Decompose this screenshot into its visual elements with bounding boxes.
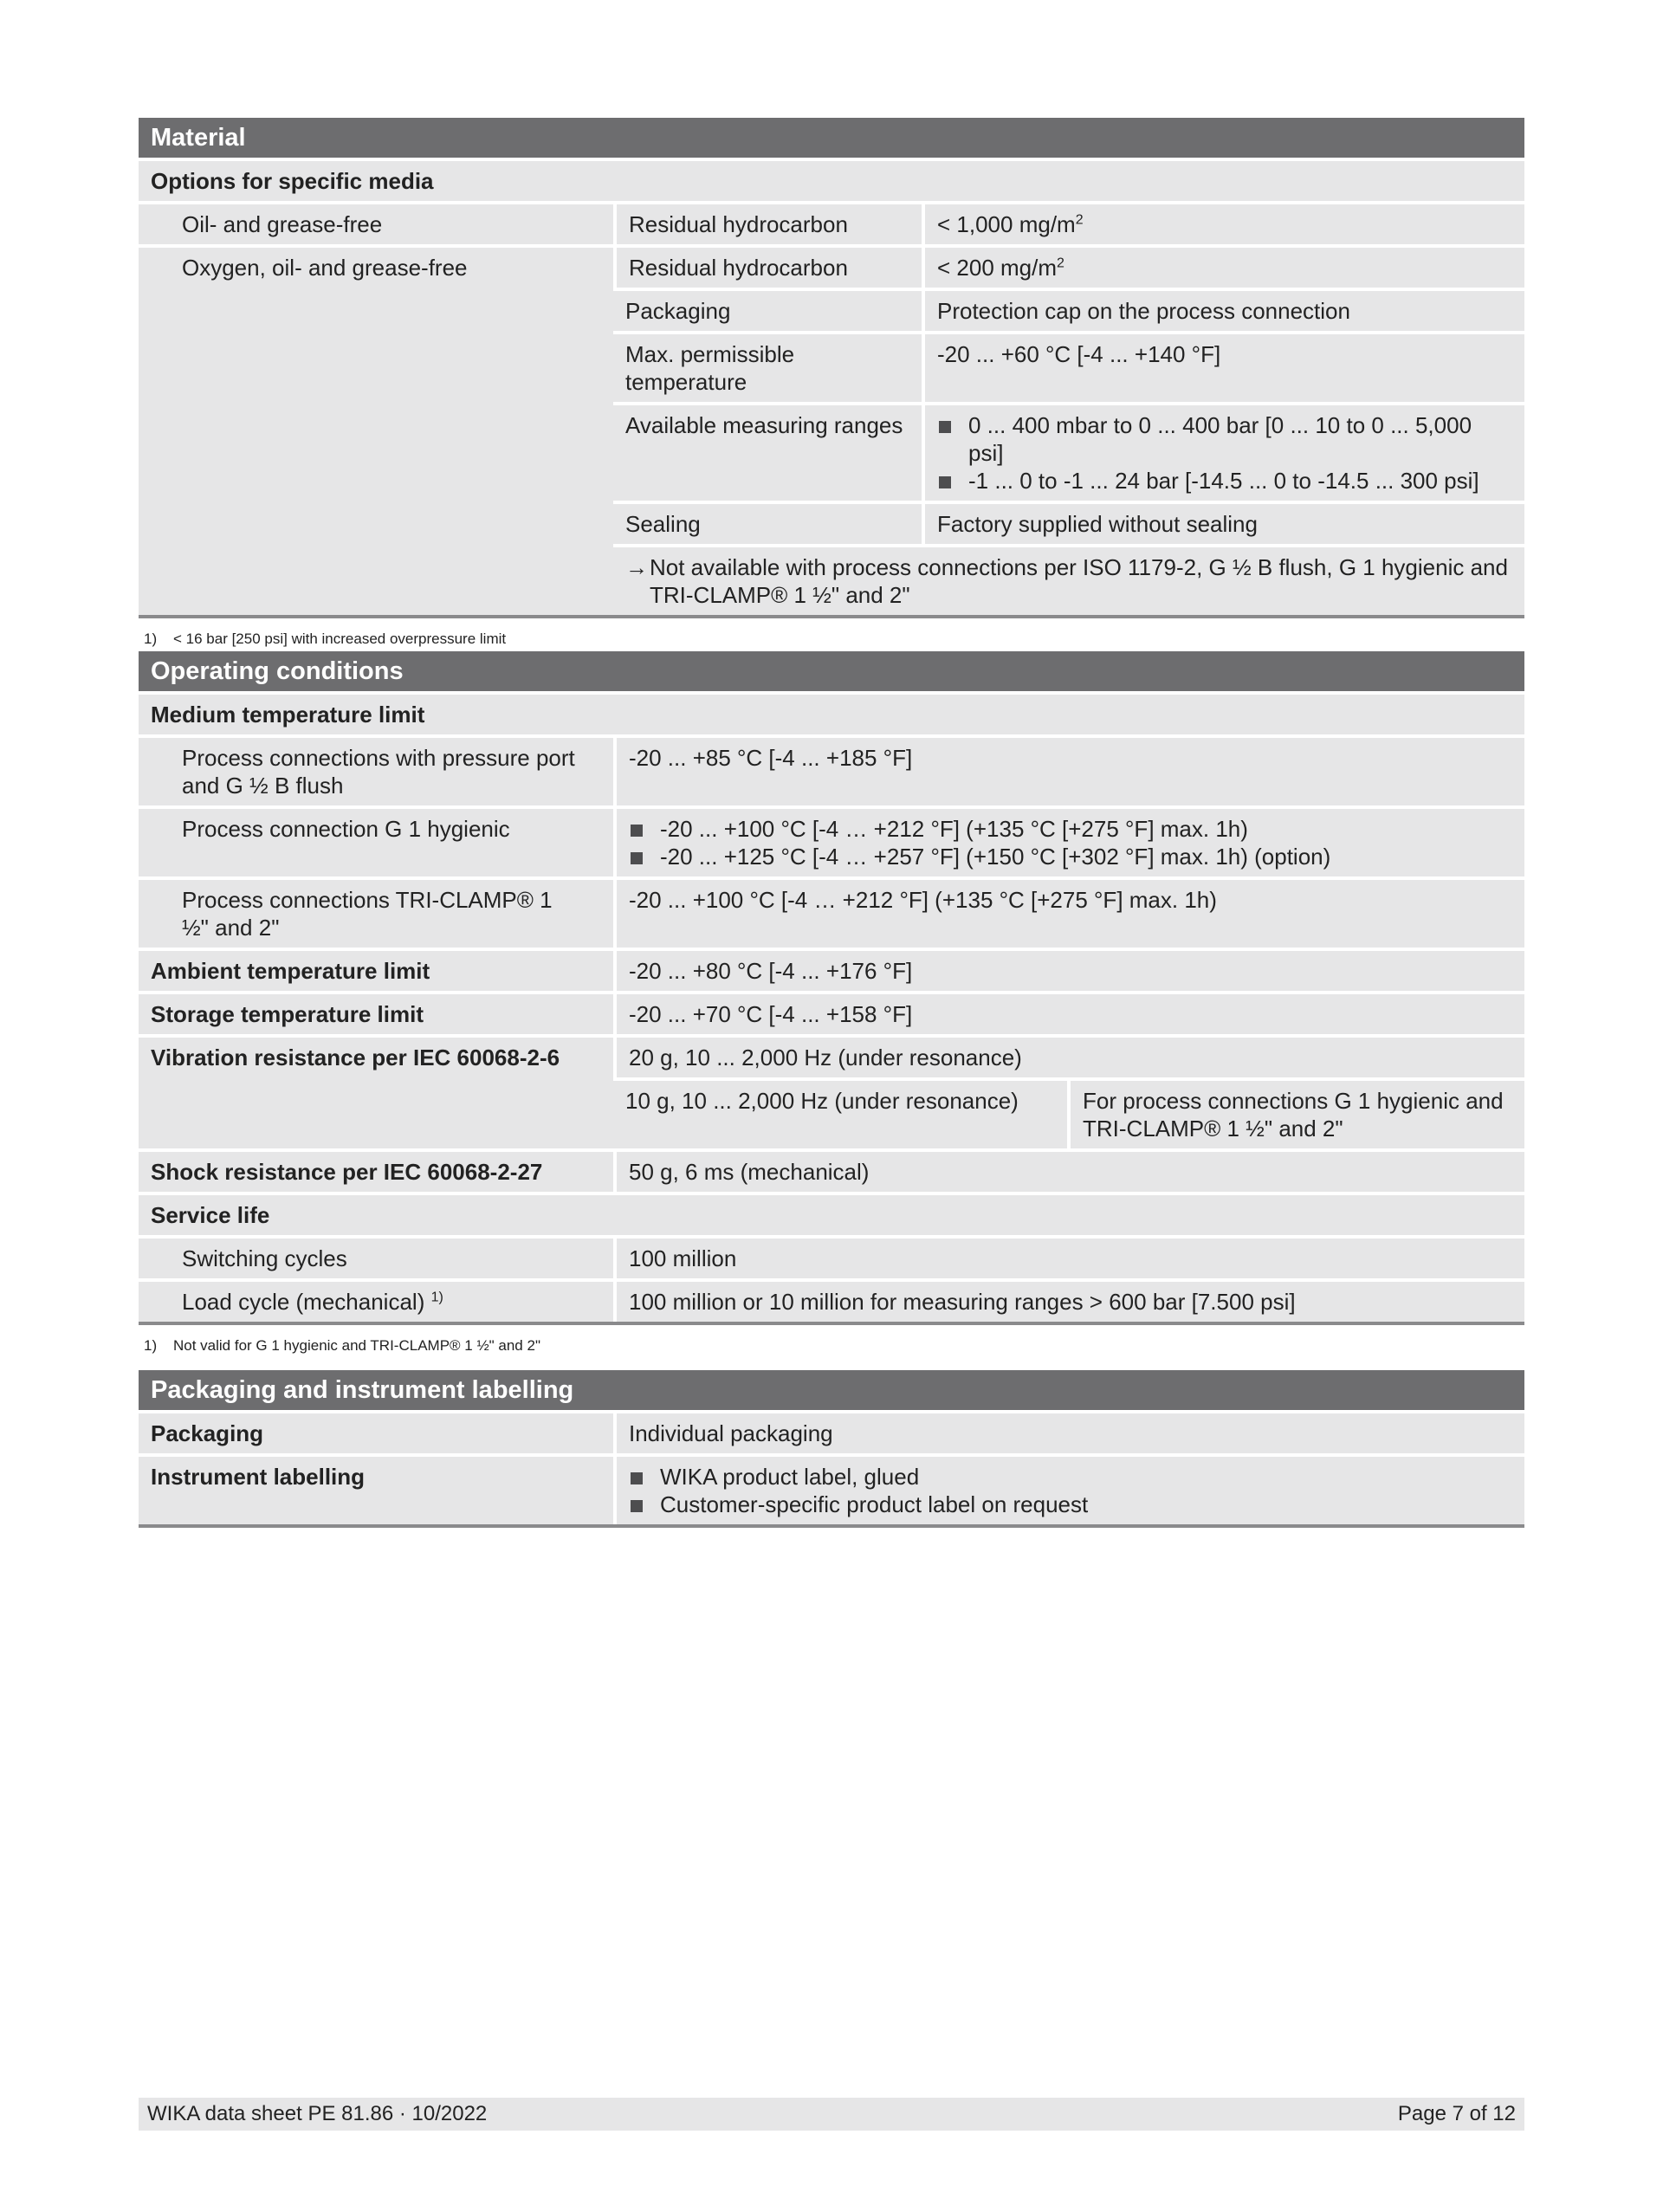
table-row [139,951,1524,991]
table-row [139,695,1524,734]
row-label: Oil- and grease-free [139,204,613,244]
row-value: -20 ... +80 °C [-4 ... +176 °F] [613,951,1524,991]
table-row [139,809,1524,876]
data-sheet-reference: WIKA data sheet PE 81.86 · 10/2022 [147,2102,488,2125]
table-row [139,994,1524,1034]
table-bottom-rule [139,1322,1524,1325]
table-row [139,1195,1524,1235]
row-label: Oxygen, oil- and grease-free [139,248,613,615]
row-value [613,809,1524,876]
table-row [139,738,1524,805]
table-row [139,1457,1524,1524]
row-value: -20 ... +100 °C [-4 … +212 °F] (+135 °C [+275 °F] max. 1h) [613,880,1524,948]
row-value: 100 million or 10 million for measuring ranges > 600 bar [7.500 psi] [613,1282,1524,1322]
row-value [922,405,1524,501]
row-label: Storage temperature limit [139,994,613,1034]
table-row [139,1239,1524,1278]
table-bottom-rule [139,1524,1524,1528]
row-value: -20 ... +70 °C [-4 ... +158 °F] [613,994,1524,1034]
row-value: 20 g, 10 ... 2,000 Hz (under resonance) [613,1038,1524,1077]
row-value: < 200 $mg/m^2$ [922,248,1524,288]
row-label: Process connections TRI-CLAMP® 1 ½" and 2" [139,880,613,948]
row-label: Vibration resistance per IEC 60068-2-6 [139,1038,613,1148]
row-label: Shock resistance per IEC 60068-2-27 [139,1152,613,1192]
row-label: Process connection G 1 hygienic [139,809,613,876]
row-note: For process connections G 1 hygienic and TRI-CLAMP® 1 ½" and 2" [1067,1081,1524,1148]
row-key: Residual hydrocarbon [613,248,922,288]
row-key: Available measuring ranges [613,405,922,501]
footnote: 1) < 16 bar [250 psi] with increased overpressure limit [144,631,507,647]
row-value: Factory supplied without sealing [922,504,1524,544]
packaging-table [139,1410,1524,1528]
page-footer [139,2098,1524,2131]
page-number: Page 7 of 12 [1397,2102,1516,2125]
row-label: Packaging [139,1413,613,1453]
operating-table [139,691,1524,1325]
options-title: Options for specific media [139,161,1524,201]
row-label: Process connections with pressure port and G ½ B flush [139,738,613,805]
row-value: Individual packaging [613,1413,1524,1453]
footnote: 1) Not valid for G 1 hygienic and TRI-CLAMP® 1 ½" and 2" [144,1337,540,1354]
list-item: -20 ... +100 °C [-4 … +212 °F] (+135 °C [+275 °F] max. 1h) [629,815,1512,843]
table-row [139,880,1524,948]
list-item: -1 ... 0 to -1 ... 24 bar [-14.5 ... 0 to -14.5 ... 300 psi] [937,467,1512,495]
row-value: 10 g, 10 ... 2,000 Hz (under resonance) [613,1081,1067,1148]
table-row [139,1038,1524,1077]
row-label: Switching cycles [139,1239,613,1278]
arrow-right-icon: → [625,554,648,580]
table-row [139,204,1524,244]
table-row [139,1413,1524,1453]
packaging-section [139,1370,1524,1528]
table-row [139,1282,1524,1322]
list-item: -20 ... +125 °C [-4 … +257 °F] (+150 °C [+302 °F] max. 1h) (option) [629,843,1512,870]
operating-section [139,651,1524,1355]
row-key: Residual hydrocarbon [613,204,922,244]
table-row [139,248,1524,288]
row-label: Load cycle (mechanical) $^{1)}$ [139,1282,613,1322]
service-title: Service life [139,1195,1524,1235]
medium-title: Medium temperature limit [139,695,1524,734]
table-bottom-rule [139,615,1524,618]
row-value: -20 ... +85 °C [-4 ... +185 °F] [613,738,1524,805]
material-table [139,158,1524,618]
row-value: 50 g, 6 ms (mechanical) [613,1152,1524,1192]
section-header-operating: Operating conditions [139,651,1524,691]
row-key: Sealing [613,504,922,544]
list-item: Customer-specific product label on request [629,1491,1512,1518]
row-value: 100 million [613,1239,1524,1278]
list-item: 0 ... 400 mbar to 0 ... 400 bar [0 ... 10 to 0 ... 5,000 psi] [937,411,1512,467]
section-header-packaging: Packaging and instrument labelling [139,1370,1524,1410]
section-header-material: Material [139,118,1524,158]
material-section [139,118,1524,648]
row-value: < 1,000 $mg/m^2$ [922,204,1524,244]
table-row [139,161,1524,201]
table-row [139,1152,1524,1192]
row-value: -20 ... +60 °C [-4 ... +140 °F] [922,334,1524,402]
availability-note: → Not available with process connections per ISO 1179-2, G ½ B flush, G 1 hygienic and TRI-CLAMP® 1 ½" and 2" [613,547,1524,615]
row-key: Max. permissible temperature [613,334,922,402]
list-item: WIKA product label, glued [629,1463,1512,1491]
row-value [613,1457,1524,1524]
row-label: Ambient temperature limit [139,951,613,991]
row-key: Packaging [613,291,922,331]
row-value: Protection cap on the process connection [922,291,1524,331]
row-label: Instrument labelling [139,1457,613,1524]
